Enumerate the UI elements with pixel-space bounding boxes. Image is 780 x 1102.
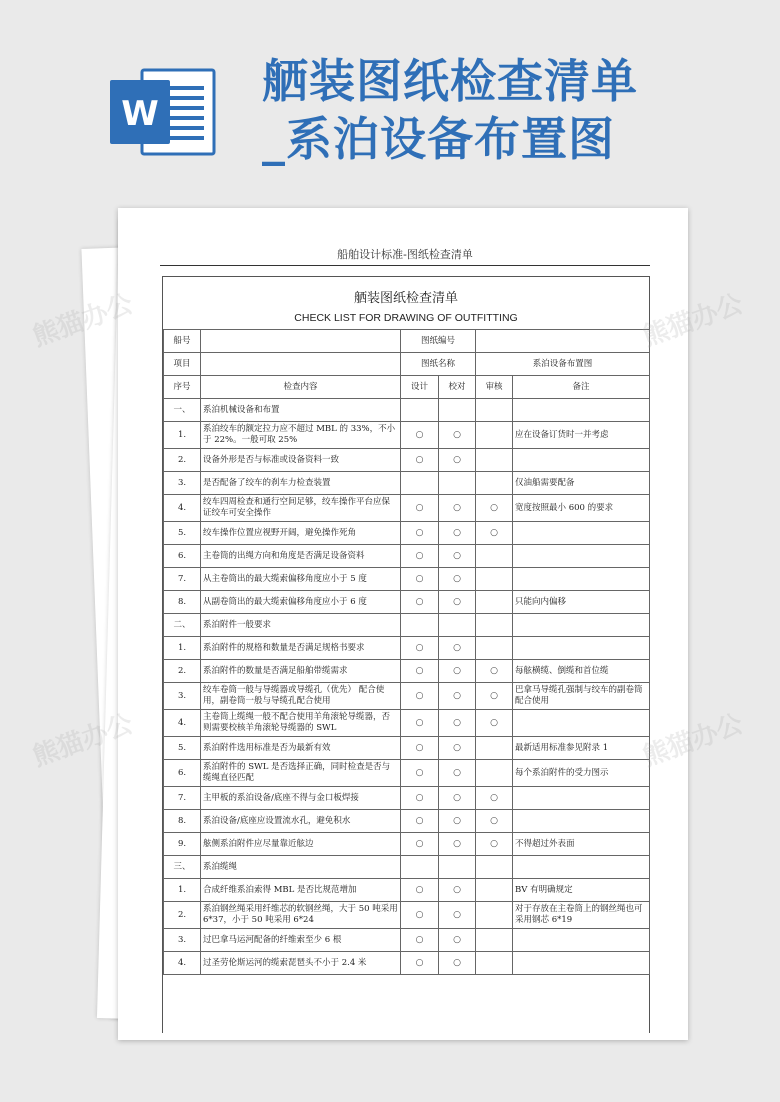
- check-mark: ○: [439, 902, 476, 929]
- design-mark: ○: [401, 495, 439, 522]
- row-content: 是否配备了绞车的刹车力检查装置: [201, 472, 401, 495]
- col-header-remark: 备注: [513, 376, 650, 399]
- design-mark: ○: [401, 683, 439, 710]
- checklist-row: [164, 591, 650, 614]
- row-remark: 仅油船需要配备: [513, 472, 650, 495]
- checklist-row: [164, 683, 650, 710]
- checklist-row: [164, 449, 650, 472]
- check-mark: ○: [439, 929, 476, 952]
- check-mark: ○: [439, 879, 476, 902]
- design-mark: [401, 614, 439, 637]
- design-mark: ○: [401, 660, 439, 683]
- row-remark: 巴拿马导缆孔强制与绞车的副卷筒配合使用: [513, 683, 650, 710]
- row-remark: [513, 545, 650, 568]
- checklist-row: [164, 660, 650, 683]
- checklist-row: [164, 856, 650, 879]
- row-content: 主甲板的系泊设备/底座不得与金口板焊接: [201, 787, 401, 810]
- row-content: 系泊设备/底座应设置流水孔，避免积水: [201, 810, 401, 833]
- row-number: 8.: [164, 810, 201, 833]
- row-number: 1.: [164, 879, 201, 902]
- drawing-name-label: 图纸名称: [401, 353, 476, 376]
- checklist-row: [164, 902, 650, 929]
- design-mark: ○: [401, 737, 439, 760]
- row-number: 2.: [164, 660, 201, 683]
- row-number: 4.: [164, 710, 201, 737]
- checklist-row: [164, 879, 650, 902]
- watermark: 熊猫办公: [638, 288, 747, 353]
- check-mark: ○: [439, 810, 476, 833]
- row-content: 系泊绞车的额定拉力应不超过 MBL 的 33%，不小于 22%。一般可取 25%: [201, 422, 401, 449]
- col-header-no: 序号: [164, 376, 201, 399]
- design-mark: ○: [401, 879, 439, 902]
- review-mark: ○: [476, 710, 513, 737]
- row-number: 3.: [164, 683, 201, 710]
- checklist-row: [164, 787, 650, 810]
- row-remark: [513, 568, 650, 591]
- check-mark: ○: [439, 522, 476, 545]
- design-mark: ○: [401, 422, 439, 449]
- review-mark: ○: [476, 833, 513, 856]
- drawing-name-value: 系泊设备布置图: [476, 353, 650, 376]
- row-number: 6.: [164, 760, 201, 787]
- row-number: 2.: [164, 902, 201, 929]
- review-mark: ○: [476, 810, 513, 833]
- row-number: 4.: [164, 952, 201, 975]
- row-content: 系泊附件一般要求: [201, 614, 401, 637]
- design-mark: ○: [401, 591, 439, 614]
- row-number: 4.: [164, 495, 201, 522]
- checklist-row: [164, 710, 650, 737]
- col-header-content: 检查内容: [201, 376, 401, 399]
- design-mark: [401, 472, 439, 495]
- review-mark: [476, 637, 513, 660]
- checklist-row: [164, 495, 650, 522]
- row-remark: [513, 449, 650, 472]
- checklist-table: [163, 329, 650, 975]
- design-mark: ○: [401, 710, 439, 737]
- word-icon: [108, 66, 218, 158]
- watermark: 熊猫办公: [638, 708, 747, 773]
- col-header-check: 校对: [439, 376, 476, 399]
- check-mark: [439, 856, 476, 879]
- design-mark: ○: [401, 810, 439, 833]
- design-mark: [401, 399, 439, 422]
- row-remark: [513, 810, 650, 833]
- review-mark: [476, 952, 513, 975]
- row-content: 主卷筒上缆绳一般不配合使用羊角滚轮导缆器，否则需要校核羊角滚轮导缆器的 SWL: [201, 710, 401, 737]
- row-remark: [513, 637, 650, 660]
- row-content: 从主卷筒出的最大缆索偏移角度应小于 5 度: [201, 568, 401, 591]
- review-mark: [476, 568, 513, 591]
- banner-title: [262, 52, 762, 168]
- row-remark: 只能向内偏移: [513, 591, 650, 614]
- checklist-row: [164, 637, 650, 660]
- project-value: [201, 353, 401, 376]
- row-remark: 每舷横缆、倒缆和首位缆: [513, 660, 650, 683]
- review-mark: [476, 902, 513, 929]
- design-mark: ○: [401, 449, 439, 472]
- watermark: 熊猫办公: [28, 288, 137, 353]
- check-mark: ○: [439, 591, 476, 614]
- checklist-row: [164, 545, 650, 568]
- col-header-design: 设计: [401, 376, 439, 399]
- checklist-row: [164, 568, 650, 591]
- review-mark: [476, 449, 513, 472]
- check-mark: ○: [439, 710, 476, 737]
- design-mark: [401, 856, 439, 879]
- checklist-row: [164, 929, 650, 952]
- review-mark: [476, 929, 513, 952]
- row-remark: [513, 787, 650, 810]
- checklist-row: [164, 737, 650, 760]
- check-mark: ○: [439, 683, 476, 710]
- row-remark: 宽度按照最小 600 的要求: [513, 495, 650, 522]
- design-mark: ○: [401, 902, 439, 929]
- review-mark: [476, 399, 513, 422]
- checklist-row: [164, 522, 650, 545]
- design-mark: ○: [401, 637, 439, 660]
- row-number: 3.: [164, 472, 201, 495]
- design-mark: ○: [401, 760, 439, 787]
- review-mark: [476, 545, 513, 568]
- row-content: 设备外形是否与标准或设备资料一致: [201, 449, 401, 472]
- row-number: 9.: [164, 833, 201, 856]
- checklist-row: [164, 952, 650, 975]
- check-mark: ○: [439, 495, 476, 522]
- checklist-row: [164, 422, 650, 449]
- check-mark: ○: [439, 952, 476, 975]
- info-row-project: [164, 353, 650, 376]
- checklist-row: [164, 614, 650, 637]
- row-number: 3.: [164, 929, 201, 952]
- row-content: 系泊附件的数量是否满足船舶带缆需求: [201, 660, 401, 683]
- row-remark: 每个系泊附件的受力图示: [513, 760, 650, 787]
- row-content: 绞车操作位置应视野开阔，避免操作死角: [201, 522, 401, 545]
- watermark: 熊猫办公: [28, 708, 137, 773]
- checklist-row: [164, 760, 650, 787]
- row-number: 7.: [164, 568, 201, 591]
- design-mark: ○: [401, 929, 439, 952]
- check-mark: [439, 614, 476, 637]
- row-number: 7.: [164, 787, 201, 810]
- project-label: 项目: [164, 353, 201, 376]
- row-number: 二、: [164, 614, 201, 637]
- col-header-review: 审核: [476, 376, 513, 399]
- row-remark: [513, 614, 650, 637]
- checklist-row: [164, 472, 650, 495]
- row-remark: 应在设备订货时一并考虑: [513, 422, 650, 449]
- design-mark: ○: [401, 787, 439, 810]
- drawing-no-value: [476, 330, 650, 353]
- review-mark: [476, 879, 513, 902]
- row-remark: [513, 522, 650, 545]
- row-remark: [513, 952, 650, 975]
- row-content: 系泊附件选用标准是否为最新有效: [201, 737, 401, 760]
- drawing-no-label: 图纸编号: [401, 330, 476, 353]
- design-mark: ○: [401, 522, 439, 545]
- check-mark: ○: [439, 737, 476, 760]
- row-content: 过巴拿马运河配备的纤维索至少 6 根: [201, 929, 401, 952]
- banner-title-line1: 舾装图纸检查清单: [262, 54, 638, 108]
- row-number: 5.: [164, 737, 201, 760]
- row-number: 1.: [164, 422, 201, 449]
- row-content: 主卷筒的出绳方向和角度是否满足设备资料: [201, 545, 401, 568]
- row-remark: BV 有明确规定: [513, 879, 650, 902]
- row-content: 从副卷筒出的最大缆索偏移角度应小于 6 度: [201, 591, 401, 614]
- row-remark: 不得超过外表面: [513, 833, 650, 856]
- column-header-row: [164, 376, 650, 399]
- checklist-row: [164, 810, 650, 833]
- row-number: 6.: [164, 545, 201, 568]
- check-mark: ○: [439, 760, 476, 787]
- check-mark: ○: [439, 449, 476, 472]
- row-remark: 最新适用标准参见附录 1: [513, 737, 650, 760]
- ship-no-label: 船号: [164, 330, 201, 353]
- design-mark: ○: [401, 545, 439, 568]
- row-content: 舷侧系泊附件应尽量靠近舷边: [201, 833, 401, 856]
- check-mark: ○: [439, 637, 476, 660]
- row-content: 绞车卷筒一般与导缆器或导缆孔（优先） 配合使用，副卷筒一般与导缆孔配合使用: [201, 683, 401, 710]
- review-mark: [476, 591, 513, 614]
- checklist-row: [164, 833, 650, 856]
- row-remark: [513, 710, 650, 737]
- row-number: 8.: [164, 591, 201, 614]
- checklist-frame: [162, 276, 650, 1033]
- review-mark: [476, 422, 513, 449]
- banner-title-line2: _系泊设备布置图: [262, 112, 615, 166]
- review-mark: [476, 760, 513, 787]
- document-page: [118, 208, 688, 1040]
- row-remark: [513, 399, 650, 422]
- check-mark: ○: [439, 833, 476, 856]
- review-mark: ○: [476, 683, 513, 710]
- row-content: 系泊机械设备和布置: [201, 399, 401, 422]
- review-mark: [476, 856, 513, 879]
- check-mark: ○: [439, 568, 476, 591]
- row-number: 三、: [164, 856, 201, 879]
- row-content: 系泊附件的规格和数量是否满足规格书要求: [201, 637, 401, 660]
- review-mark: [476, 737, 513, 760]
- check-mark: ○: [439, 787, 476, 810]
- review-mark: ○: [476, 495, 513, 522]
- review-mark: ○: [476, 522, 513, 545]
- check-mark: [439, 472, 476, 495]
- check-mark: [439, 399, 476, 422]
- design-mark: ○: [401, 952, 439, 975]
- row-content: 系泊缆绳: [201, 856, 401, 879]
- design-mark: ○: [401, 833, 439, 856]
- ship-no-value: [201, 330, 401, 353]
- check-mark: ○: [439, 545, 476, 568]
- row-number: 1.: [164, 637, 201, 660]
- row-number: 2.: [164, 449, 201, 472]
- row-remark: [513, 929, 650, 952]
- review-mark: ○: [476, 660, 513, 683]
- row-remark: 对于存放在主卷筒上的钢丝绳也可采用钢芯 6*19: [513, 902, 650, 929]
- checklist-row: [164, 399, 650, 422]
- row-remark: [513, 856, 650, 879]
- checklist-title-en: CHECK LIST FOR DRAWING OF OUTFITTING: [294, 312, 518, 324]
- svg-text:W: W: [121, 94, 159, 134]
- row-content: 过圣劳伦斯运河的缆索琵琶头不小于 2.4 米: [201, 952, 401, 975]
- row-number: 一、: [164, 399, 201, 422]
- design-mark: ○: [401, 568, 439, 591]
- check-mark: ○: [439, 660, 476, 683]
- row-content: 合成纤维系泊索得 MBL 是否比规范增加: [201, 879, 401, 902]
- row-content: 绞车四周检查和通行空间足够，绞车操作平台应保证绞车可安全操作: [201, 495, 401, 522]
- row-content: 系泊附件的 SWL 是否选择正确，同时检查是否与缆绳直径匹配: [201, 760, 401, 787]
- doc-header: 船舶设计标准-图纸检查清单: [160, 246, 650, 266]
- checklist-title-cn: 舾装图纸检查清单: [353, 291, 458, 306]
- row-content: 系泊钢丝绳采用纤维芯的软钢丝绳，大于 50 吨采用 6*37，小于 50 吨采用 6*24: [201, 902, 401, 929]
- review-mark: [476, 614, 513, 637]
- info-row-ship: [164, 330, 650, 353]
- check-mark: ○: [439, 422, 476, 449]
- review-mark: [476, 472, 513, 495]
- row-number: 5.: [164, 522, 201, 545]
- review-mark: ○: [476, 787, 513, 810]
